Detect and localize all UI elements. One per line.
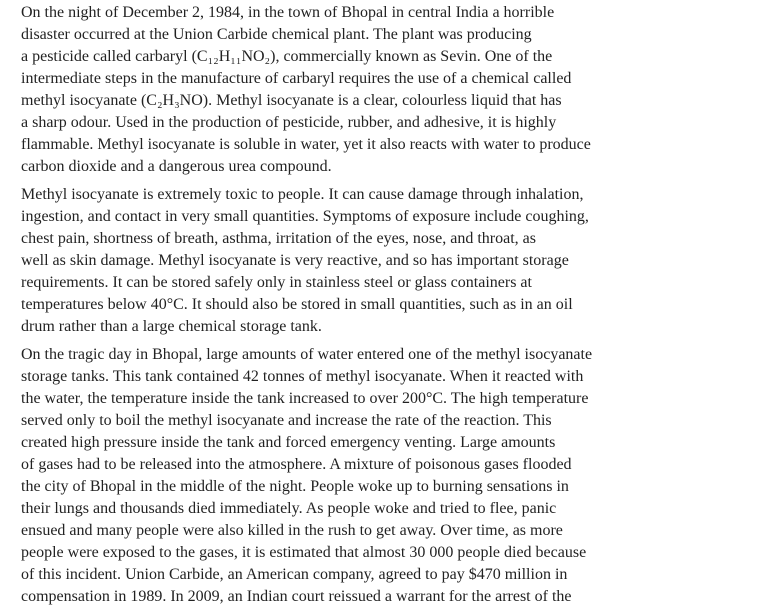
- text-line: carbon dioxide and a dangerous urea compound.: [21, 158, 332, 175]
- text-line: served only to boil the methyl isocyanate and increase the rate of the reaction. This: [21, 412, 552, 429]
- text-line: ingestion, and contact in very small quantities. Symptoms of exposure include coughing,: [21, 208, 589, 225]
- text-line: On the night of December 2, 1984, in the town of Bhopal in central India a horrible: [21, 4, 555, 21]
- paragraph-tragedy-aftermath: [21, 344, 759, 608]
- text-line: drum rather than a large chemical storage tank.: [21, 318, 322, 335]
- text-line: On the tragic day in Bhopal, large amounts of water entered one of the methyl isocyanate: [21, 346, 593, 363]
- text-line: the city of Bhopal in the middle of the night. People woke up to burning sensations in: [21, 478, 569, 495]
- text-line: temperatures below 40°C. It should also be stored in small quantities, such as in an oil: [21, 296, 573, 313]
- text-line: a sharp odour. Used in the production of pesticide, rubber, and adhesive, it is highly: [21, 114, 557, 131]
- text-line: Methyl isocyanate is extremely toxic to people. It can cause damage through inhalation,: [21, 186, 584, 203]
- text-line: compensation in 1989. In 2009, an Indian court reissued a warrant for the arrest of the: [21, 588, 572, 605]
- text-line: intermediate steps in the manufacture of carbaryl requires the use of a chemical called: [21, 70, 572, 87]
- text-line: ensued and many people were also killed in the rush to get away. Over time, as more: [21, 522, 563, 539]
- text-line: a pesticide called carbaryl (C₁₂H₁₁NO₂), commercially known as Sevin. One of the: [21, 48, 553, 65]
- text-line: of this incident. Union Carbide, an American company, agreed to pay $470 million in: [21, 566, 568, 583]
- text-line: chest pain, shortness of breath, asthma, irritation of the eyes, nose, and throat, as: [21, 230, 536, 247]
- text-line: storage tanks. This tank contained 42 tonnes of methyl isocyanate. When it reacted with: [21, 368, 584, 385]
- text-line: well as skin damage. Methyl isocyanate is very reactive, and so has important storage: [21, 252, 569, 269]
- text-line: methyl isocyanate (C₂H₃NO). Methyl isocyanate is a clear, colourless liquid that has: [21, 92, 562, 109]
- text-line: the water, the temperature inside the tank increased to over 200°C. The high temperature: [21, 390, 589, 407]
- text-line: created high pressure inside the tank and forced emergency venting. Large amounts: [21, 434, 556, 451]
- text-line: their lungs and thousands died immediately. As people woke and tried to flee, panic: [21, 500, 557, 517]
- text-line: people were exposed to the gases, it is estimated that almost 30 000 people died because: [21, 544, 587, 561]
- text-line: flammable. Methyl isocyanate is soluble in water, yet it also reacts with water to produce: [21, 136, 591, 153]
- paragraph-intro-disaster: [21, 2, 759, 178]
- text-line: of gases had to be released into the atmosphere. A mixture of poisonous gases flooded: [21, 456, 572, 473]
- paragraph-toxicity-storage: [21, 184, 759, 338]
- text-line: requirements. It can be stored safely only in stainless steel or glass containers at: [21, 274, 532, 291]
- text-line: disaster occurred at the Union Carbide chemical plant. The plant was producing: [21, 26, 532, 43]
